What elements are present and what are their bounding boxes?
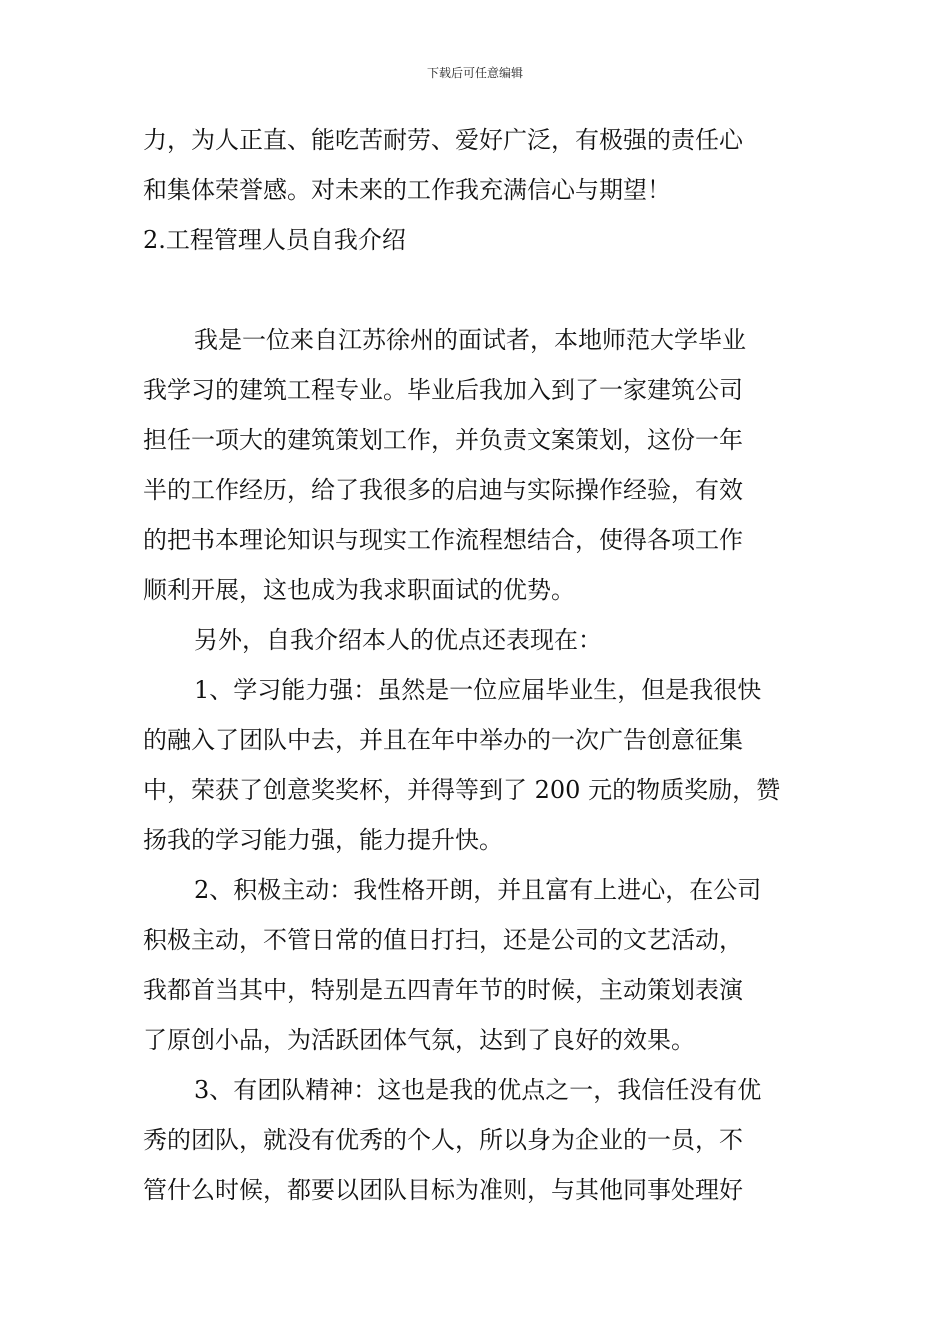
text-line: 中，荣获了创意奖奖杯，并得等到了 200 元的物质奖励，赞	[143, 776, 781, 804]
text-line: 的把书本理论知识与现实工作流程想结合，使得各项工作	[143, 526, 743, 554]
text-line: 力，为人正直、能吃苦耐劳、爱好广泛，有极强的责任心	[143, 126, 743, 154]
text-line: 另外，自我介绍本人的优点还表现在：	[194, 626, 602, 654]
text-line: 担任一项大的建筑策划工作，并负责文案策划，这份一年	[143, 426, 743, 454]
text-line: 3、有团队精神：这也是我的优点之一，我信任没有优	[194, 1076, 762, 1104]
text-line: 了原创小品，为活跃团体气氛，达到了良好的效果。	[143, 1026, 695, 1054]
text-line: 秀的团队，就没有优秀的个人，所以身为企业的一员，不	[143, 1126, 743, 1154]
text-line: 和集体荣誉感。对未来的工作我充满信心与期望！	[143, 176, 671, 204]
text-line: 管什么时候，都要以团队目标为准则，与其他同事处理好	[143, 1176, 743, 1204]
text-line: 我都首当其中，特别是五四青年节的时候，主动策划表演	[143, 976, 743, 1004]
text-line: 1、学习能力强：虽然是一位应届毕业生，但是我很快	[194, 676, 762, 704]
text-line: 顺利开展，这也成为我求职面试的优势。	[143, 576, 575, 604]
text-line: 扬我的学习能力强，能力提升快。	[143, 826, 503, 854]
text-line: 积极主动，不管日常的值日打扫，还是公司的文艺活动，	[143, 926, 743, 954]
text-line: 的融入了团队中去，并且在年中举办的一次广告创意征集	[143, 726, 743, 754]
section-heading: 2.工程管理人员自我介绍	[143, 226, 406, 254]
document-body	[143, 128, 809, 1228]
text-line: 我学习的建筑工程专业。毕业后我加入到了一家建筑公司	[143, 376, 743, 404]
text-line: 我是一位来自江苏徐州的面试者，本地师范大学毕业	[194, 326, 746, 354]
text-line: 半的工作经历，给了我很多的启迪与实际操作经验，有效	[143, 476, 743, 504]
text-line: 2、积极主动：我性格开朗，并且富有上进心，在公司	[194, 876, 762, 904]
page-header: 下载后可任意编辑	[426, 66, 523, 80]
